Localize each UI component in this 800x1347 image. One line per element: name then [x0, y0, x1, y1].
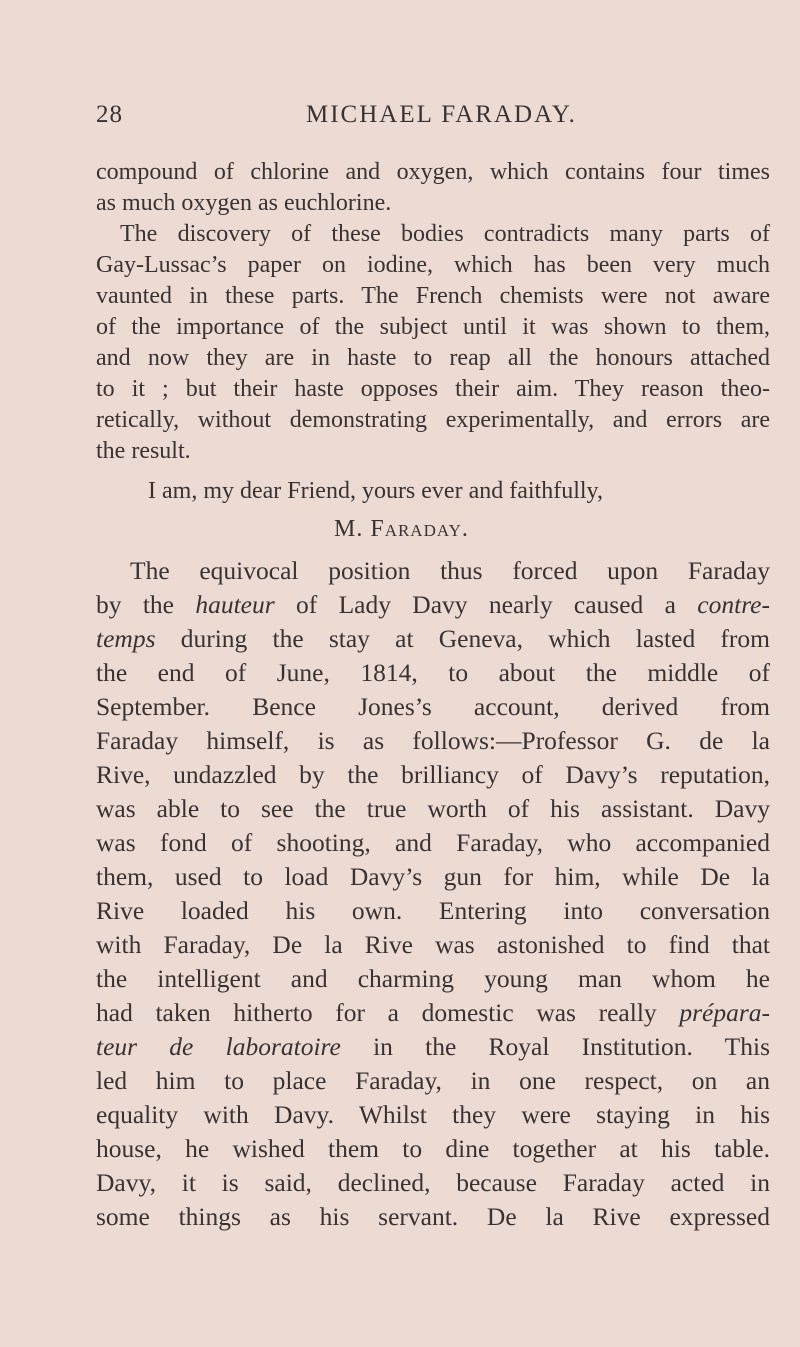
text-line: compound of chlorine and oxygen, which contains four times: [96, 159, 770, 185]
text-segment: in the Royal Institution. This: [340, 1032, 770, 1061]
text-line: was able to see the true worth of his assistant. Davy: [96, 794, 770, 823]
text-line: [96, 624, 770, 654]
text-line: Davy, it is said, declined, because Faraday acted in: [96, 1168, 770, 1197]
text-segment: during the stay at Geneva, which lasted from: [155, 624, 770, 653]
text-line: Rive, undazzled by the brilliancy of Davy’s reputation,: [96, 760, 770, 789]
text-line: was fond of shooting, and Faraday, who accompanied: [96, 828, 770, 857]
italic-text: prépara-: [679, 998, 770, 1027]
letter-closing: I am, my dear Friend, yours ever and faithfully,: [148, 478, 603, 504]
text-line: The discovery of these bodies contradicts many parts of: [120, 221, 770, 247]
text-line: retically, without demonstrating experimentally, and errors are: [96, 407, 770, 433]
text-line: some things as his servant. De la Rive expressed: [96, 1202, 770, 1231]
text-line: and now they are in haste to reap all the honours attached: [96, 345, 770, 371]
text-segment: by the: [96, 590, 196, 619]
text-line: with Faraday, De la Rive was astonished to find that: [96, 930, 770, 959]
text-line: vaunted in these parts. The French chemists were not aware: [96, 283, 770, 309]
text-line: [96, 590, 770, 620]
running-title: MICHAEL FARADAY.: [306, 101, 577, 128]
page-number: 28: [96, 101, 123, 128]
text-line: to it ; but their haste opposes their aim. They reason theo-: [96, 376, 770, 402]
text-line: Gay-Lussac’s paper on iodine, which has been very much: [96, 252, 770, 278]
text-line: the end of June, 1814, to about the middle of: [96, 658, 770, 687]
text-segment: had taken hitherto for a domestic was really: [96, 998, 680, 1027]
italic-text: hauteur: [195, 590, 275, 619]
letter-signature: M. Faraday.: [334, 516, 469, 542]
text-line: them, used to load Davy’s gun for him, while De la: [96, 862, 770, 891]
text-line: of the importance of the subject until it was shown to them,: [96, 314, 770, 340]
text-line: [96, 1032, 770, 1062]
italic-text: contre-: [697, 590, 770, 619]
text-line: as much oxygen as euchlorine.: [96, 190, 392, 216]
text-line: equality with Davy. Whilst they were staying in his: [96, 1100, 770, 1129]
text-line: the result.: [96, 438, 191, 464]
text-line: Rive loaded his own. Entering into conversation: [96, 896, 770, 925]
text-line: September. Bence Jones’s account, derived from: [96, 692, 770, 721]
text-segment: of Lady Davy nearly caused a: [274, 590, 698, 619]
text-line: Faraday himself, is as follows:—Professor G. de la: [96, 726, 770, 755]
text-line: the intelligent and charming young man whom he: [96, 964, 770, 993]
italic-text: teur de laboratoire: [96, 1032, 341, 1061]
text-line: [96, 998, 770, 1028]
text-line: house, he wished them to dine together at his table.: [96, 1134, 770, 1163]
text-line: led him to place Faraday, in one respect, on an: [96, 1066, 770, 1095]
text-line: The equivocal position thus forced upon Faraday: [130, 556, 770, 585]
italic-text: temps: [96, 624, 156, 653]
